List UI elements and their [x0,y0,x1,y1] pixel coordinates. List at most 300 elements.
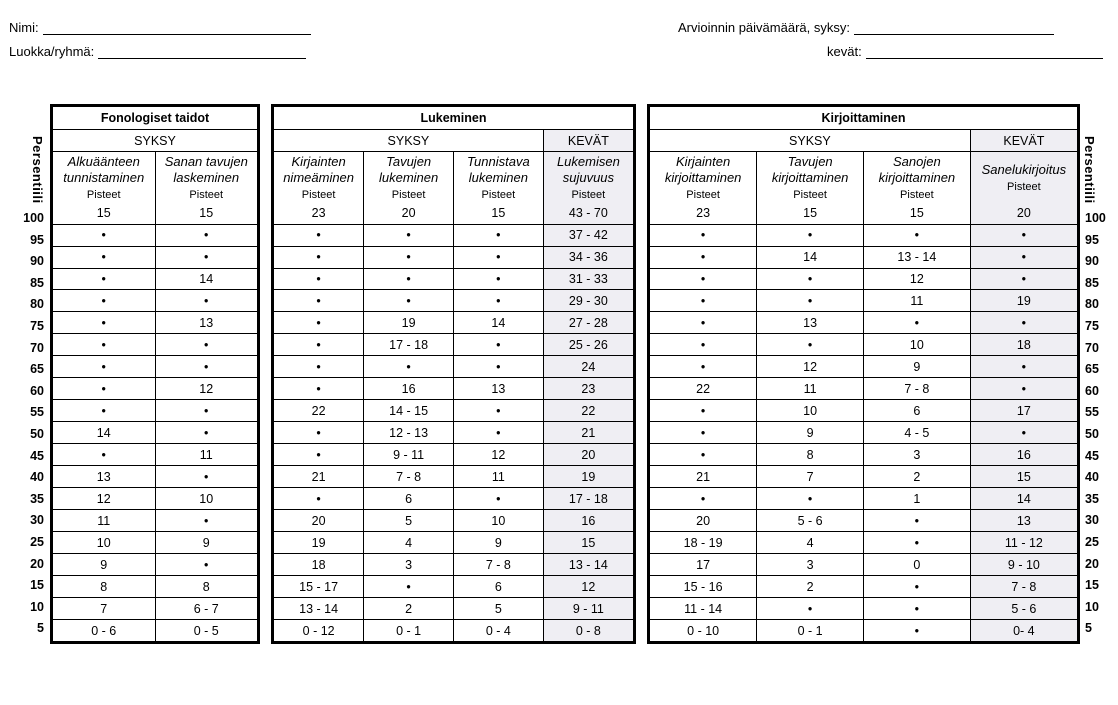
score-cell: 15 [155,203,257,224]
score-cell: • [364,268,454,290]
table-row [53,290,257,312]
points-label: Pisteet [301,188,336,201]
score-cell: 17 [970,400,1077,422]
table-row [53,334,257,356]
table-row [274,576,633,598]
score-cell: • [454,224,544,246]
table-row [53,203,257,224]
block-title: Kirjoittaminen [650,107,1077,130]
percentile-value: 5 [37,621,44,636]
score-cell: 6 [864,400,971,422]
column-header [757,151,864,202]
score-cell: 18 [970,334,1077,356]
percentile-value: 55 [1085,405,1099,420]
score-cell: 11 [53,510,155,532]
score-cell: 25 - 26 [543,334,633,356]
score-cell: • [864,576,971,598]
score-cell: • [970,378,1077,400]
score-cell: • [364,356,454,378]
score-cell: 23 [650,203,757,224]
score-cell: • [650,246,757,268]
percentile-value: 15 [30,578,44,593]
table-row [650,510,1077,532]
percentile-column-right [1085,208,1118,640]
name-label: Nimi: [9,20,39,35]
column-header [650,151,757,202]
score-cell: 18 [274,554,364,576]
score-cell: • [155,554,257,576]
score-cell: 0 - 8 [543,620,633,641]
score-cell: 0 - 5 [155,620,257,641]
percentile-value: 10 [30,599,44,614]
score-cell: 0 - 6 [53,620,155,641]
table-row [650,334,1077,356]
score-cell: 14 [53,422,155,444]
score-cell: 12 [53,488,155,510]
score-cell: 12 [454,444,544,466]
class-field[interactable] [9,44,306,60]
score-cell: • [53,312,155,334]
date-autumn-field[interactable] [678,20,1054,36]
score-cell: • [650,268,757,290]
percentile-value: 90 [1085,254,1099,269]
score-cell: 5 - 6 [757,510,864,532]
score-cell: 1 [864,488,971,510]
score-cell: 15 [53,203,155,224]
percentile-value: 65 [30,362,44,377]
score-cell: • [454,268,544,290]
score-cell: • [155,246,257,268]
percentile-value: 100 [23,211,44,225]
percentile-value: 95 [1085,232,1099,247]
season-spring: KEVÄT [543,130,633,151]
table-row [274,620,633,641]
score-cell: 8 [53,576,155,598]
score-cell: 12 [543,576,633,598]
score-cell: 10 [454,510,544,532]
percentile-value: 95 [30,232,44,247]
score-cell: 21 [274,466,364,488]
table-row [53,554,257,576]
score-cell: 15 [864,203,971,224]
score-cell: • [364,576,454,598]
points-label: Pisteet [391,188,426,201]
score-cell: 7 [757,466,864,488]
score-cell: • [364,224,454,246]
score-cell: 0 - 1 [364,620,454,641]
score-cell: • [970,356,1077,378]
score-cell: • [970,312,1077,334]
score-cell: • [454,400,544,422]
score-cell: 2 [864,466,971,488]
score-cell: • [364,246,454,268]
percentile-value: 10 [1085,599,1099,614]
percentile-value: 5 [1085,621,1092,636]
table-row [650,422,1077,444]
score-cell: • [454,334,544,356]
score-cell: • [274,334,364,356]
score-cell: 9 [155,532,257,554]
score-cell: • [970,224,1077,246]
score-cell: 0 - 12 [274,620,364,641]
table-row [53,312,257,334]
column-name: Sanelukirjoitus [981,161,1067,177]
score-cell: 19 [543,466,633,488]
score-cell: • [650,400,757,422]
score-cell: 0- 4 [970,620,1077,641]
percentile-value: 20 [30,556,44,571]
score-cell: • [864,312,971,334]
percentile-value: 30 [30,513,44,528]
table-row [274,312,633,334]
table-row [53,268,257,290]
score-cell: • [454,246,544,268]
score-cell: • [757,268,864,290]
score-cell: 6 - 7 [155,598,257,620]
score-cell: 3 [757,554,864,576]
percentile-value: 70 [30,340,44,355]
table-row [274,334,633,356]
score-cell: • [454,422,544,444]
column-name: Lukemisen sujuvuus [556,153,620,185]
score-cell: • [274,290,364,312]
score-cell: 17 [650,554,757,576]
table-row [650,620,1077,641]
score-cell: 23 [274,203,364,224]
score-cell: • [757,598,864,620]
column-name: Alkuäänteen tunnistaminen [63,153,145,185]
table-row [274,356,633,378]
score-cell: • [970,422,1077,444]
score-cell: 34 - 36 [543,246,633,268]
date-spring-label: kevät: [827,44,862,59]
score-cell: • [864,620,971,641]
column-name: Tunnistava lukeminen [467,153,530,185]
percentile-value: 60 [1085,383,1099,398]
score-cell: 14 [757,246,864,268]
table-row [53,444,257,466]
table-row [274,554,633,576]
score-cell: 13 - 14 [864,246,971,268]
percentile-value: 25 [30,534,44,549]
score-cell: • [155,334,257,356]
season-autumn: SYKSY [274,130,543,151]
score-cell: 13 [53,466,155,488]
score-cell: 16 [543,510,633,532]
table-row [53,466,257,488]
score-cell: 10 [864,334,971,356]
table-row [53,246,257,268]
table-row [650,488,1077,510]
score-cell: • [53,356,155,378]
score-cell: 9 - 10 [970,554,1077,576]
score-cell: • [650,488,757,510]
score-cell: • [454,356,544,378]
percentile-value: 75 [1085,318,1099,333]
score-cell: • [155,510,257,532]
score-cell: 4 [364,532,454,554]
column-header [970,151,1077,202]
date-autumn-label: Arvioinnin päivämäärä, syksy: [678,20,850,35]
table-row [53,378,257,400]
season-autumn: SYKSY [53,130,257,151]
score-cell: 19 [274,532,364,554]
table-row [53,576,257,598]
score-cell: • [53,444,155,466]
score-cell: 13 - 14 [543,554,633,576]
block-title: Lukeminen [274,107,633,130]
table-row [274,488,633,510]
percentile-value: 30 [1085,513,1099,528]
score-cell: 14 [970,488,1077,510]
column-name: Tavujen kirjoittaminen [771,153,849,185]
percentile-value: 65 [1085,362,1099,377]
date-autumn-line[interactable] [854,20,1054,35]
score-cell: • [53,224,155,246]
points-label: Pisteet [793,188,827,201]
table-row [53,532,257,554]
percentile-value: 90 [30,254,44,269]
score-cell: 2 [364,598,454,620]
table-row [53,488,257,510]
score-cell: • [864,598,971,620]
score-cell: 7 - 8 [970,576,1077,598]
score-cell: 20 [970,203,1077,224]
percentile-value: 60 [30,383,44,398]
score-cell: • [757,290,864,312]
score-cell: 11 - 12 [970,532,1077,554]
score-cell: 22 [274,400,364,422]
block-title: Fonologiset taidot [53,107,257,130]
score-cell: • [155,290,257,312]
score-cell: 13 [757,312,864,334]
points-label: Pisteet [86,188,121,201]
score-cell: 8 [155,576,257,598]
column-name: Kirjainten nimeäminen [283,153,355,185]
score-cell: 11 [155,444,257,466]
column-header [274,151,364,202]
score-cell: • [650,422,757,444]
score-cell: • [274,268,364,290]
points-label: Pisteet [900,188,934,201]
score-cell: 4 - 5 [864,422,971,444]
score-cell: 9 - 11 [364,444,454,466]
score-cell: 9 [864,356,971,378]
score-cell: 9 [53,554,155,576]
score-cell: • [757,224,864,246]
score-cell: • [274,224,364,246]
score-cell: 15 - 16 [650,576,757,598]
table-row [274,203,633,224]
points-label: Pisteet [481,188,516,201]
score-cell: • [650,312,757,334]
score-cell: 11 [454,466,544,488]
table-row [274,510,633,532]
reading-table [271,104,636,644]
score-cell: 29 - 30 [543,290,633,312]
table-row [650,378,1077,400]
score-cell: 37 - 42 [543,224,633,246]
score-cell: • [53,290,155,312]
score-cell: 19 [970,290,1077,312]
writing-table [647,104,1080,644]
date-spring-field[interactable] [827,44,1103,60]
percentile-value: 100 [1085,211,1106,225]
score-cell: 16 [970,444,1077,466]
score-cell: 13 [454,378,544,400]
score-cell: • [650,444,757,466]
score-cell: • [970,268,1077,290]
score-cell: 5 [454,598,544,620]
score-cell: 6 [364,488,454,510]
percentile-value: 55 [30,405,44,420]
score-cell: 14 [155,268,257,290]
score-cell: • [53,268,155,290]
score-cell: 10 [155,488,257,510]
score-cell: 5 - 6 [970,598,1077,620]
percentile-value: 75 [30,318,44,333]
table-row [650,598,1077,620]
table-row [650,246,1077,268]
table-row [650,290,1077,312]
score-cell: • [274,444,364,466]
score-cell: • [155,400,257,422]
table-row [274,466,633,488]
score-cell: 43 - 70 [543,203,633,224]
table-row [53,224,257,246]
table-row [650,312,1077,334]
table-row [274,444,633,466]
score-cell: • [53,378,155,400]
score-cell: 31 - 33 [543,268,633,290]
score-cell: 5 [364,510,454,532]
score-cell: 11 [757,378,864,400]
table-row [650,224,1077,246]
percentile-value: 70 [1085,340,1099,355]
column-header [53,151,155,202]
score-cell: 19 [364,312,454,334]
score-cell: 7 - 8 [454,554,544,576]
score-cell: 15 [454,203,544,224]
score-cell: • [650,290,757,312]
score-cell: • [454,488,544,510]
score-cell: • [155,224,257,246]
percentile-value: 85 [30,275,44,290]
percentile-value: 20 [1085,556,1099,571]
score-cell: 13 [970,510,1077,532]
percentile-value: 45 [1085,448,1099,463]
table-row [53,598,257,620]
column-header [543,151,633,202]
table-row [53,620,257,641]
score-cell: 9 [454,532,544,554]
score-cell: 21 [543,422,633,444]
score-cell: • [650,224,757,246]
score-cell: 0 - 10 [650,620,757,641]
column-name: Kirjainten kirjoittaminen [664,153,742,185]
score-cell: 20 [543,444,633,466]
score-cell: 7 - 8 [364,466,454,488]
score-cell: 13 [155,312,257,334]
score-cell: 0 - 4 [454,620,544,641]
score-cell: • [757,334,864,356]
score-cell: 14 - 15 [364,400,454,422]
score-cell: 3 [364,554,454,576]
score-cell: • [155,466,257,488]
score-cell: 8 [757,444,864,466]
column-name: Tavujen lukeminen [378,153,439,185]
name-line[interactable] [43,20,311,35]
score-cell: 7 [53,598,155,620]
table-row [274,532,633,554]
score-cell: 2 [757,576,864,598]
class-line[interactable] [98,44,306,59]
percentile-value: 15 [1085,578,1099,593]
score-cell: 0 [864,554,971,576]
score-cell: 9 - 11 [543,598,633,620]
table-row [650,576,1077,598]
score-cell: • [274,488,364,510]
season-autumn: SYKSY [650,130,970,151]
percentile-value: 50 [30,426,44,441]
percentile-value: 50 [1085,426,1099,441]
percentile-label-right: Persentiili [1082,136,1097,204]
table-row [650,268,1077,290]
percentile-value: 25 [1085,534,1099,549]
score-cell: 15 [970,466,1077,488]
score-cell: 15 [543,532,633,554]
table-row [274,422,633,444]
percentile-value: 80 [1085,297,1099,312]
score-cell: 14 [454,312,544,334]
table-row [650,400,1077,422]
table-row [274,378,633,400]
table-row [274,598,633,620]
score-cell: • [864,510,971,532]
class-label: Luokka/ryhmä: [9,44,95,59]
score-cell: 3 [864,444,971,466]
column-header [454,151,544,202]
score-cell: 4 [757,532,864,554]
score-cell: 22 [543,400,633,422]
score-cell: 24 [543,356,633,378]
score-cell: 17 - 18 [543,488,633,510]
column-header [155,151,257,202]
percentile-value: 40 [30,470,44,485]
points-label: Pisteet [189,188,224,201]
score-cell: 12 [864,268,971,290]
name-field[interactable] [9,20,311,36]
score-cell: 16 [364,378,454,400]
score-cell: • [274,422,364,444]
table-row [274,224,633,246]
score-cell: 12 [155,378,257,400]
score-cell: 7 - 8 [864,378,971,400]
score-cell: 17 - 18 [364,334,454,356]
table-row [650,554,1077,576]
score-cell: 23 [543,378,633,400]
date-spring-line[interactable] [866,44,1103,59]
score-cell: 12 [757,356,864,378]
score-cell: • [274,356,364,378]
score-cell: 0 - 1 [757,620,864,641]
table-row [650,532,1077,554]
table-row [274,246,633,268]
phonological-skills-table [50,104,260,644]
score-cell: • [364,290,454,312]
score-cell: 20 [364,203,454,224]
points-label: Pisteet [571,188,606,201]
